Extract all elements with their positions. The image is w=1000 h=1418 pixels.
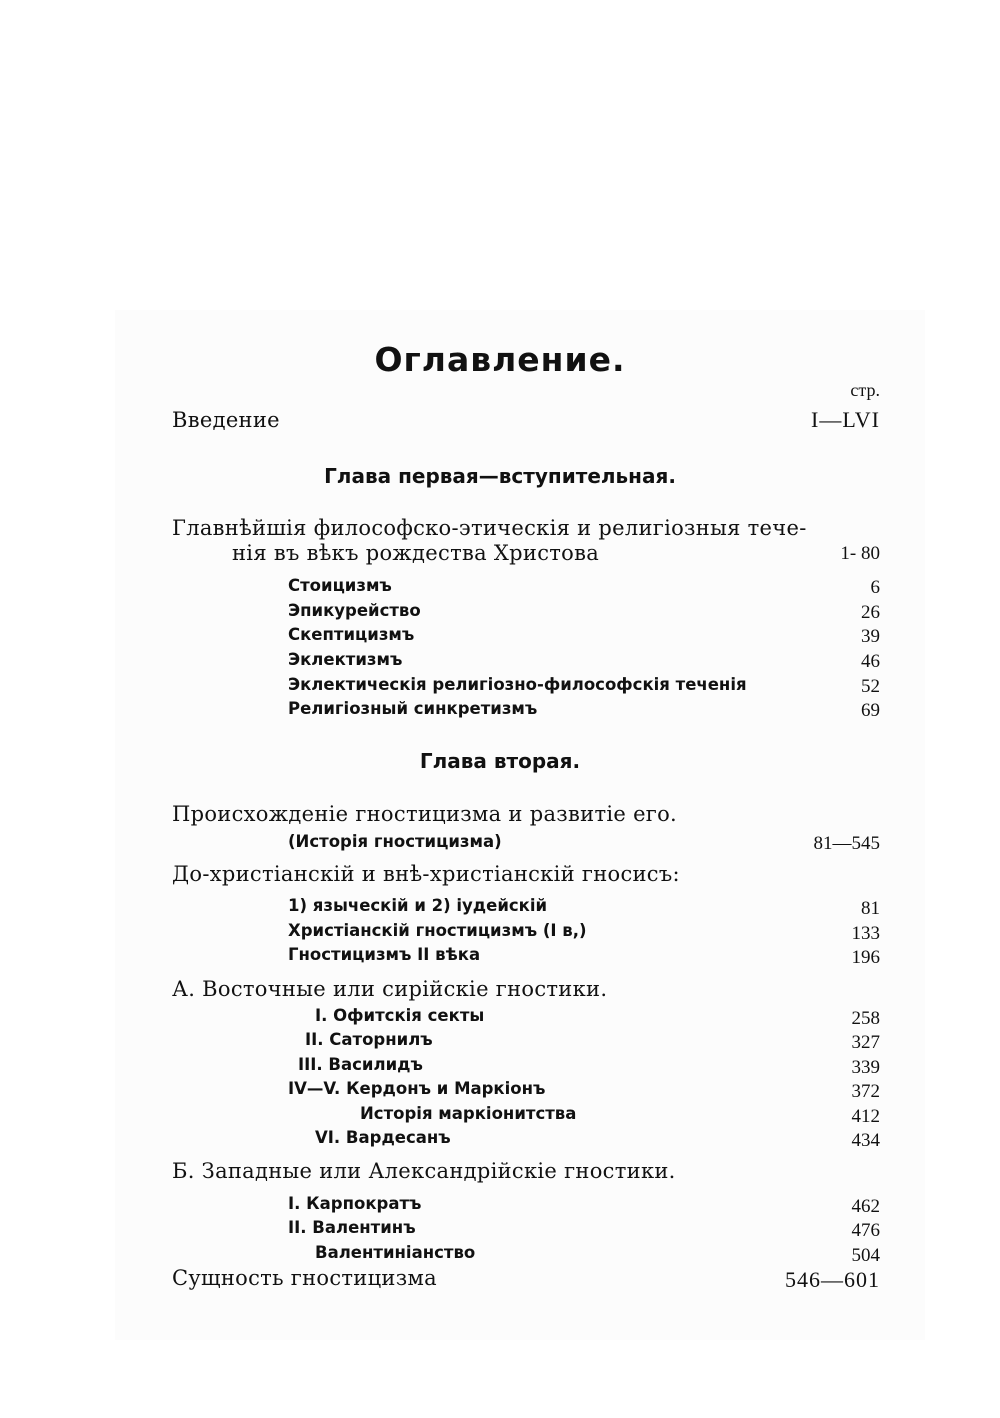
page-column-label: стр.	[850, 380, 880, 400]
toc-page: 26	[861, 602, 880, 623]
toc-entry: Эпикурейство	[288, 601, 421, 620]
chapter1-heading: Глава первая—вступительная.	[324, 464, 676, 488]
toc-entry: III. Василидъ	[298, 1055, 423, 1074]
toc-entry: I. Карпократъ	[288, 1194, 422, 1213]
toc-page: 52	[861, 676, 880, 697]
essence-label: Сущность гностицизма	[172, 1266, 437, 1290]
chapter1-main-pages: 1- 80	[840, 543, 880, 564]
toc-entry: Эклектизмъ	[288, 650, 403, 669]
toc-page: 258	[851, 1008, 880, 1029]
toc-entry: VI. Вардесанъ	[315, 1128, 451, 1147]
toc-page: 6	[870, 577, 880, 598]
toc-page: 196	[851, 947, 880, 968]
history-label: (Исторія гностицизма)	[288, 832, 502, 851]
intro-label: Введение	[172, 408, 280, 432]
chapter2-main-line: Происхожденіе гностицизма и развитіе его.	[172, 802, 678, 826]
toc-entry: II. Саторнилъ	[305, 1030, 433, 1049]
page-title: Оглавление.	[374, 340, 626, 379]
toc-page: 81	[861, 898, 880, 919]
toc-entry: 1) языческій и 2) іудейскій	[288, 896, 548, 915]
chapter1-main-line2: нія въ вѣкъ рождества Христова	[232, 541, 600, 565]
toc-entry: Эклектическія религіозно-философскія теченія	[288, 675, 747, 694]
toc-entry: Стоицизмъ	[288, 576, 392, 595]
toc-page: 39	[861, 626, 880, 647]
toc-page: 69	[861, 700, 880, 721]
toc-entry: Христіанскій гностицизмъ (I в,)	[288, 921, 587, 940]
pre-christian-heading: До-христіанскій и внѣ-христіанскій гносисъ:	[172, 862, 680, 886]
toc-page: 133	[851, 923, 880, 944]
section-b-heading: Б. Западные или Александрійскіе гностики.	[172, 1159, 676, 1183]
history-pages: 81—545	[813, 833, 880, 854]
toc-page: 339	[851, 1057, 880, 1078]
essence-pages: 546—601	[785, 1267, 880, 1292]
toc-entry: II. Валентинъ	[288, 1218, 416, 1237]
toc-page: 462	[851, 1196, 880, 1217]
toc-entry: I. Офитскія секты	[315, 1006, 485, 1025]
toc-entry: Валентиніанство	[315, 1243, 476, 1262]
intro-pages: I—LVI	[811, 407, 880, 432]
chapter1-main-line1: Главнѣйшія философско-этическія и религіозныя тече-	[172, 516, 807, 540]
toc-page: 412	[851, 1106, 880, 1127]
chapter2-heading: Глава вторая.	[419, 749, 581, 773]
section-a-heading: А. Восточные или сирійскіе гностики.	[172, 977, 608, 1001]
toc-page: 372	[851, 1081, 880, 1102]
toc-entry: Религіозный синкретизмъ	[288, 699, 538, 718]
toc-page: 327	[851, 1032, 880, 1053]
toc-entry: Скептицизмъ	[288, 625, 415, 644]
toc-page: 46	[861, 651, 880, 672]
toc-page: 504	[851, 1245, 880, 1266]
toc-entry: Гностицизмъ II вѣка	[288, 945, 481, 964]
toc-entry: IV—V. Кердонъ и Маркіонъ	[288, 1079, 546, 1098]
toc-page: 476	[851, 1220, 880, 1241]
toc-page: 434	[851, 1130, 880, 1151]
toc-entry: Исторія маркіонитства	[360, 1104, 577, 1123]
